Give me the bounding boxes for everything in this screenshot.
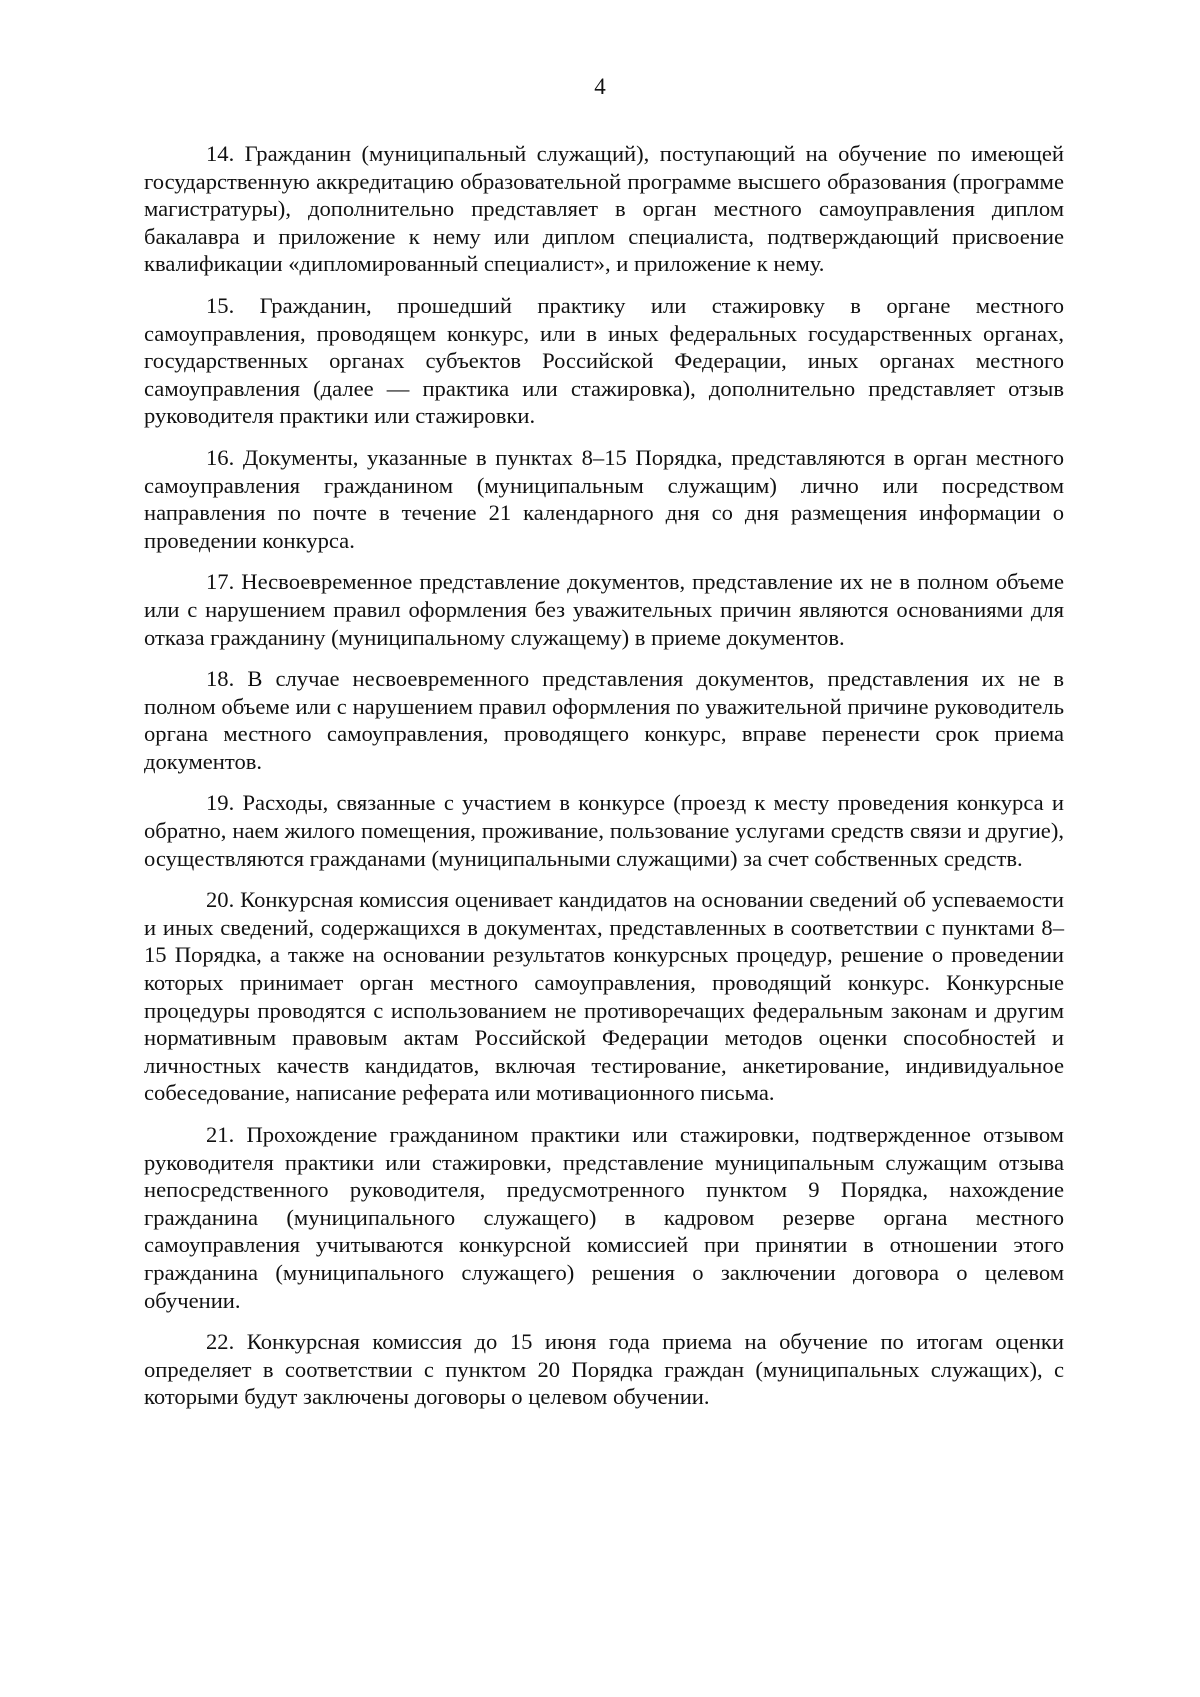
paragraph-17: 17. Несвоевременное представление документов, представление их не в полном объеме или с нарушением правил оформления без уважительных причин являются основаниями для отказа гражданину (муниципальному служащему) в приеме документов. [144, 569, 1064, 650]
paragraph-21: 21. Прохождение гражданином практики или стажировки, подтвержденное отзывом руководителя практики или стажировки, представление муниципальным служащим отзыва непосредственного руководителя, предусмотренного пунктом 9 Порядка, нахождение гражданина (муниципального служащего) в кадровом резерве органа местного самоуправления учитываются конкурсной комиссией при принятии в отношении этого гражданина (муниципального служащего) решения о заключении договора о целевом обучении. [144, 1122, 1064, 1313]
document-body [144, 140, 1064, 1425]
paragraph-22: 22. Конкурсная комиссия до 15 июня года приема на обучение по итогам оценки определяет в соответствии с пунктом 20 Порядка граждан (муниципальных служащих), с которыми будут заключены договоры о целевом обучении. [144, 1329, 1064, 1410]
paragraph-19: 19. Расходы, связанные с участием в конкурсе (проезд к месту проведения конкурса и обратно, наем жилого помещения, проживание, пользование услугами средств связи и другие), осуществляются гражданами (муниципальными служащими) за счет собственных средств. [144, 790, 1064, 871]
paragraph-14: 14. Гражданин (муниципальный служащий), поступающий на обучение по имеющей государственную аккредитацию образовательной программе высшего образования (программе магистратуры), дополнительно представляет в орган местного самоуправления диплом бакалавра и приложение к нему или диплом специалиста, подтверждающий присвоение квалификации «дипломированный специалист», и приложение к нему. [144, 141, 1064, 277]
paragraph-18: 18. В случае несвоевременного представления документов, представления их не в полном объеме или с нарушением правил оформления по уважительной причине руководитель органа местного самоуправления, проводящего конкурс, вправе перенести срок приема документов. [144, 666, 1064, 774]
paragraph-20: 20. Конкурсная комиссия оценивает кандидатов на основании сведений об успеваемости и иных сведений, содержащихся в документах, представленных в соответствии с пунктами 8–15 Порядка, а также на основании результатов конкурсных процедур, решение о проведении которых принимает орган местного самоуправления, проводящий конкурс. Конкурсные процедуры проводятся с использованием не противоречащих федеральным законам и другим нормативным правовым актам Российской Федерации методов оценки способностей и личностных качеств кандидатов, включая тестирование, анкетирование, индивидуальное собеседование, написание реферата или мотивационного письма. [144, 887, 1064, 1106]
paragraph-15: 15. Гражданин, прошедший практику или стажировку в органе местного самоуправления, проводящем конкурс, или в иных федеральных государственных органах, государственных органах субъектов Российской Федерации, иных органах местного самоуправления (далее — практика или стажировка), дополнительно представляет отзыв руководителя практики или стажировки. [144, 292, 1064, 429]
paragraph-16: 16. Документы, указанные в пунктах 8–15 Порядка, представляются в орган местного самоуправления гражданином (муниципальным служащим) лично или посредством направления по почте в течение 21 календарного дня со дня размещения информации о проведении конкурса. [144, 444, 1064, 553]
page-number: 4 [594, 74, 606, 99]
